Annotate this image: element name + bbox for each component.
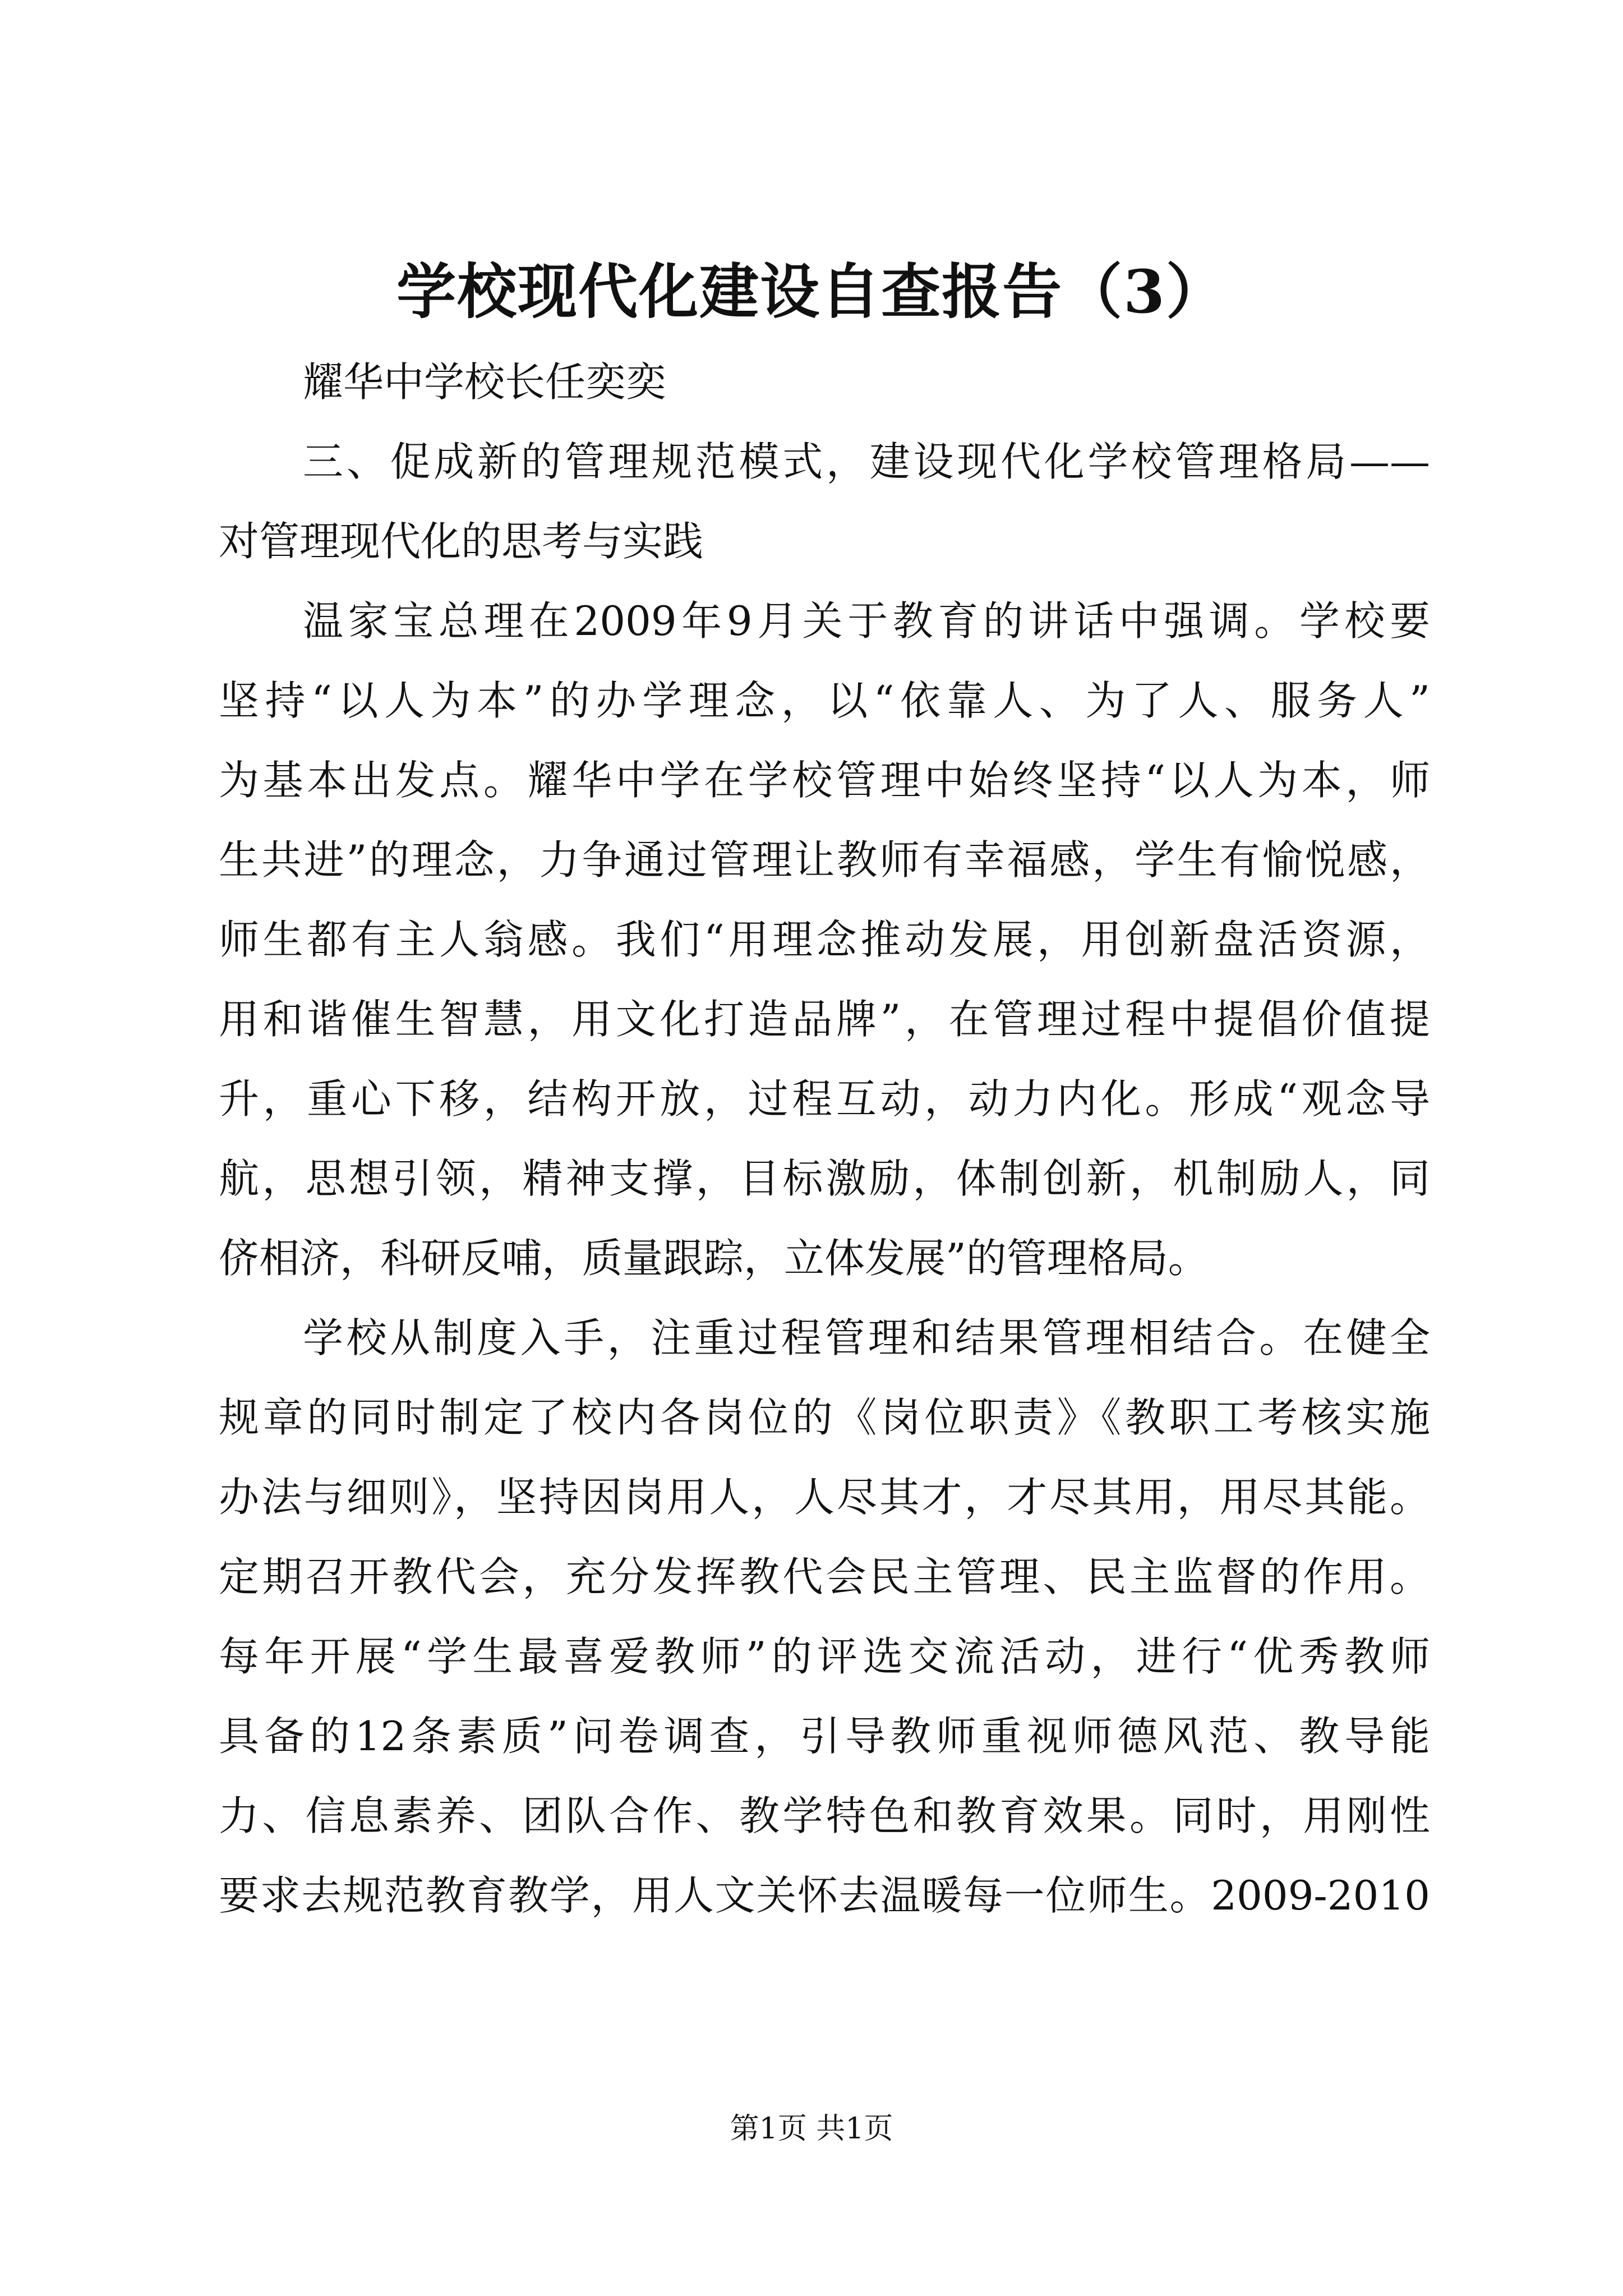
body-line: 耀华中学校长任奕奕: [303, 358, 667, 406]
body-line: 定期召开教代会，充分发挥教代会民主管理、民主监督的作用。: [219, 1553, 1430, 1600]
body-line: 侪相济，科研反哺，质量跟踪，立体发展”的管理格局。: [219, 1235, 1209, 1282]
body-line: 具备的12条素质”问卷调查，引导教师重视师德风范、教导能: [219, 1713, 1430, 1760]
body-line: 航，思想引领，精神支撑，目标激励，体制创新，机制励人，同: [219, 1155, 1430, 1202]
document-body: [219, 342, 1430, 1935]
body-line: 为基本出发点。耀华中学在学校管理中始终坚持“以人为本，师: [219, 757, 1430, 804]
body-line: 办法与细则》，坚持因岗用人，人尽其才，才尽其用，用尽其能。: [219, 1474, 1430, 1521]
page-number-footer: 第1页 共1页: [730, 2112, 893, 2146]
body-line: 温家宝总理在2009年9月关于教育的讲话中强调。学校要: [303, 597, 1430, 645]
body-line: 每年开展“学生最喜爱教师”的评选交流活动，进行“优秀教师: [219, 1633, 1430, 1680]
body-line: 学校从制度入手，注重过程管理和结果管理相结合。在健全: [303, 1314, 1430, 1361]
body-line: 升，重心下移，结构开放，过程互动，动力内化。形成“观念导: [219, 1075, 1430, 1122]
body-line: 对管理现代化的思考与实践: [219, 518, 704, 565]
body-line: 力、信息素养、团队合作、教学特色和教育效果。同时，用刚性: [219, 1792, 1430, 1839]
body-line: 三、促成新的管理规范模式，建设现代化学校管理格局——: [303, 438, 1430, 485]
body-line: 生共进”的理念，力争通过管理让教师有幸福感，学生有愉悦感，: [219, 836, 1430, 884]
document-title: 学校现代化建设自查报告（3）: [396, 256, 1227, 326]
body-line: 坚持“以人为本”的办学理念，以“依靠人、为了人、服务人”: [219, 677, 1430, 724]
body-line: 师生都有主人翁感。我们“用理念推动发展，用创新盘活资源，: [219, 916, 1430, 963]
body-line: 要求去规范教育教学，用人文关怀去温暖每一位师生。2009-2010: [219, 1872, 1430, 1919]
body-line: 规章的同时制定了校内各岗位的《岗位职责》《教职工考核实施: [219, 1394, 1430, 1441]
body-line: 用和谐催生智慧，用文化打造品牌”，在管理过程中提倡价值提: [219, 996, 1430, 1043]
